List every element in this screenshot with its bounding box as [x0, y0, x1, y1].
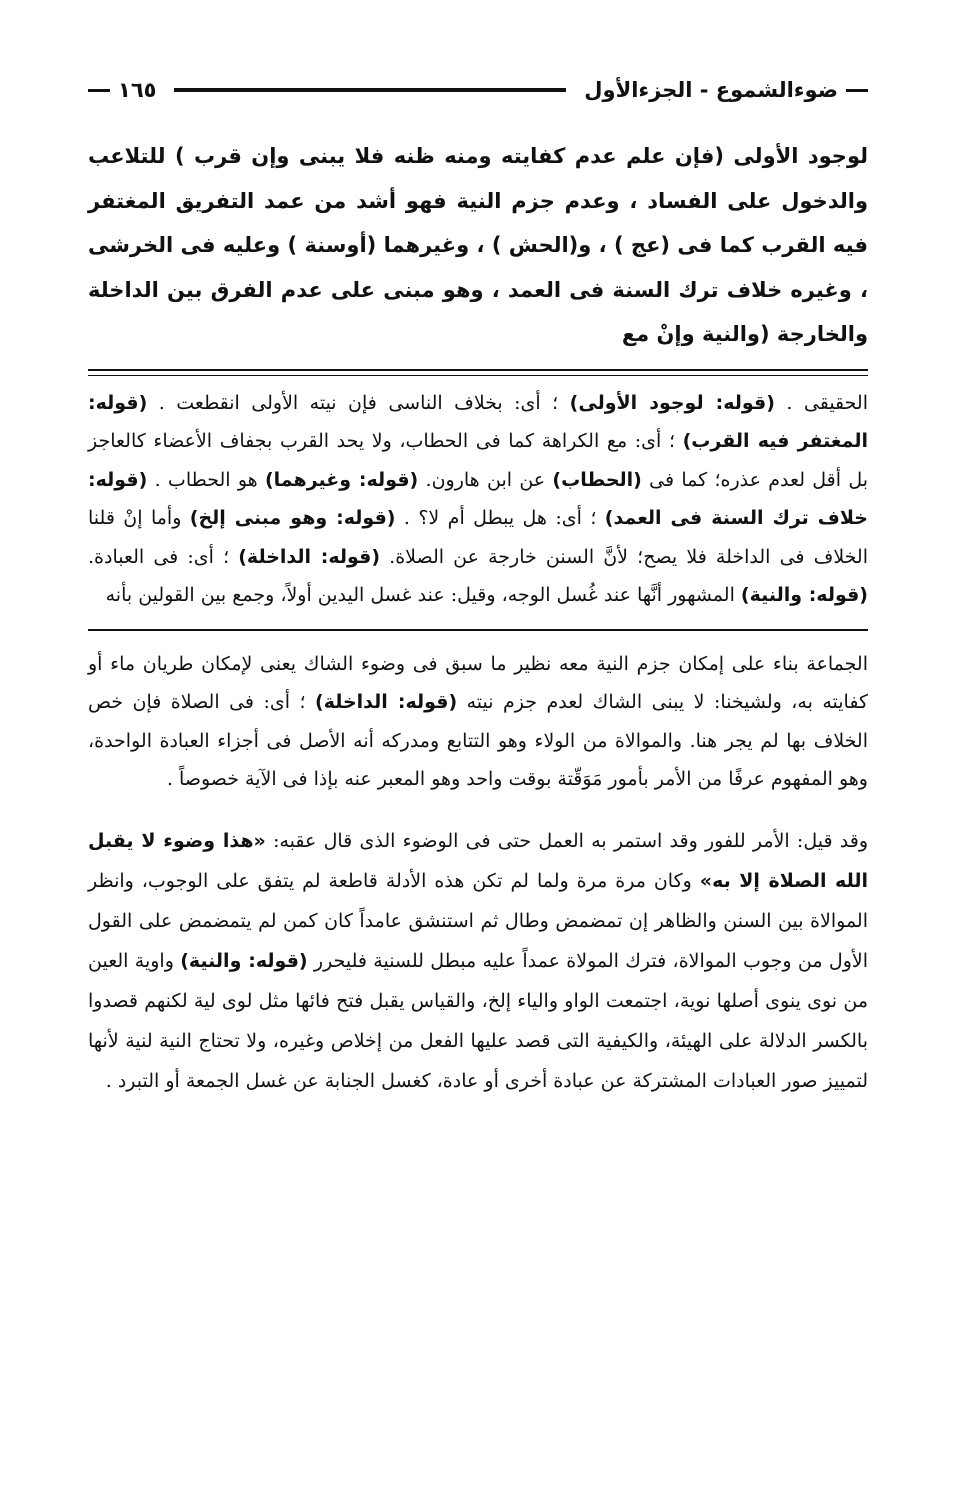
gloss-paragraph-1 — [88, 645, 868, 799]
commentary-source: (الحطاب) — [552, 468, 642, 491]
hadith-quote: «هذا وضوء لا يقبل الله الصلاة إلا به» — [88, 829, 868, 892]
gloss-text: الجماعة بناء على إمكان جزم النية معه نظير ما سبق فى وضوء الشاك يعنى لإمكان طريان ماء أو كفايته به، ولشيخنا: لا يبنى الشاك لعدم جزم نيته — [88, 652, 868, 713]
page-header — [88, 72, 868, 108]
commentary-lemma: (قوله: لوجود الأولى) — [569, 391, 775, 414]
commentary-divider — [88, 629, 868, 631]
commentary-lemma: (قوله: المغتفر فيه القرب) — [88, 391, 868, 452]
gloss-lemma: (قوله: والنية) — [180, 949, 308, 972]
commentary-lemma: (قوله: وهو مبنى إلخ) — [189, 507, 396, 529]
commentary-text: ؛ أى: فى العبادة. — [88, 545, 239, 568]
gloss-paragraph-2 — [88, 821, 868, 1101]
commentary-lemma: (قوله: والنية) — [740, 584, 868, 606]
commentary-text: الحقيقى . — [774, 391, 868, 414]
commentary-text: عن ابن هارون. — [418, 468, 553, 491]
commentary-lemma: (قوله: خلاف ترك السنة فى العمد) — [88, 468, 868, 529]
commentary-text: المشهور أنَّها عند غُسل الوجه، وقيل: عند غسل اليدين أولاً، وجمع بين القولين بأنه — [105, 584, 741, 606]
gloss-text: ؛ أى: فى الصلاة فإن خص الخلاف بها لم يجر هنا. والموالاة من الولاء وهو التتابع ومدركه أنه الأصل فى أجزاء العبادة الواحدة، وهو المفهوم عرفًا من الأمر بأمور مَوَقّتة بوقت واحد وهو المعبر عنه بإذا فى الآية خصوصاً . — [88, 691, 868, 790]
gloss-lemma: (قوله: الداخلة) — [315, 691, 458, 713]
commentary-text: ؛ أى: مع الكراهة كما فى الحطاب، ولا يحد القرب بجفاف الأعضاء كالعاجز بل أقل لعدم عذره؛ كما فى — [88, 430, 869, 491]
commentary-text: ؛ أى: بخلاف الناسى فإن نيته الأولى انقطعت . — [147, 391, 570, 414]
main-text: لوجود الأولى (فإن علم عدم كفايته ومنه ظنه فلا يبنى وإن قرب ) للتلاعب والدخول على الفساد ، وعدم جزم النية فهو أشد من عمد التفريق المغتفر فيه القرب كما فى (عج ) ، و(الحش ) ، وغيرهما (أوسنة ) وعليه فى الخرشى ، وغيره خلاف ترك السنة فى العمد ، وهو مبنى على عدم الفرق بين الداخلة والخارجة (والنية وإنْ مع — [88, 144, 868, 346]
commentary-text: هو الحطاب . — [147, 468, 265, 491]
header-dash — [846, 89, 868, 92]
gloss-text: وقد قيل: الأمر للفور وقد استمر به العمل حتى فى الوضوء الذى قال عقبه: — [265, 829, 869, 852]
book-title: ضوءالشموع - الجزءالأول — [584, 78, 838, 102]
header-dash-end — [88, 89, 110, 92]
commentary-text: ؛ أى: هل يبطل أم لا؟ . — [395, 507, 605, 529]
gloss-text: واوية العين من نوى ينوى أصلها نوية، اجتمعت الواو والياء إلخ، والقياس يقبل فتح فائها مثل لوى لية لكنهم قصدوا بالكسر الدلالة على الهيئة، والكيفية التى قصد عليها الفعل من إخلاص وغيره، ولا تحتاج النية لنية لأنها لتمييز صور العبادات المشتركة عن عبادة أخرى أو عادة، كغسل الجنابة عن غسل الجمعة أو التبرد . — [88, 949, 868, 1092]
commentary-section — [88, 384, 868, 615]
gloss-text: وكان مرة مرة ولما لم تكن هذه الأدلة قاطعة لم يتفق على الوجوب، وانظر الموالاة بين السنن والظاهر إن تمضمض وطال ثم استنشق عامداً كان كمن لم يتمضمض على القول الأول من وجوب الموالاة، فترك المولاة عمداً عليه مبطل للسنية فليحرر — [88, 869, 868, 972]
commentary-lemma: (قوله: الداخلة) — [238, 545, 381, 568]
page-number: ١٦٥ — [118, 78, 157, 102]
header-rule — [174, 88, 566, 92]
main-text-divider — [88, 369, 868, 376]
commentary-lemma: (قوله: وغيرهما) — [264, 468, 419, 491]
commentary-text: وأما إنْ قلنا الخلاف فى الداخلة فلا يصح؛ لأنَّ السنن خارجة عن الصلاة. — [88, 507, 868, 568]
